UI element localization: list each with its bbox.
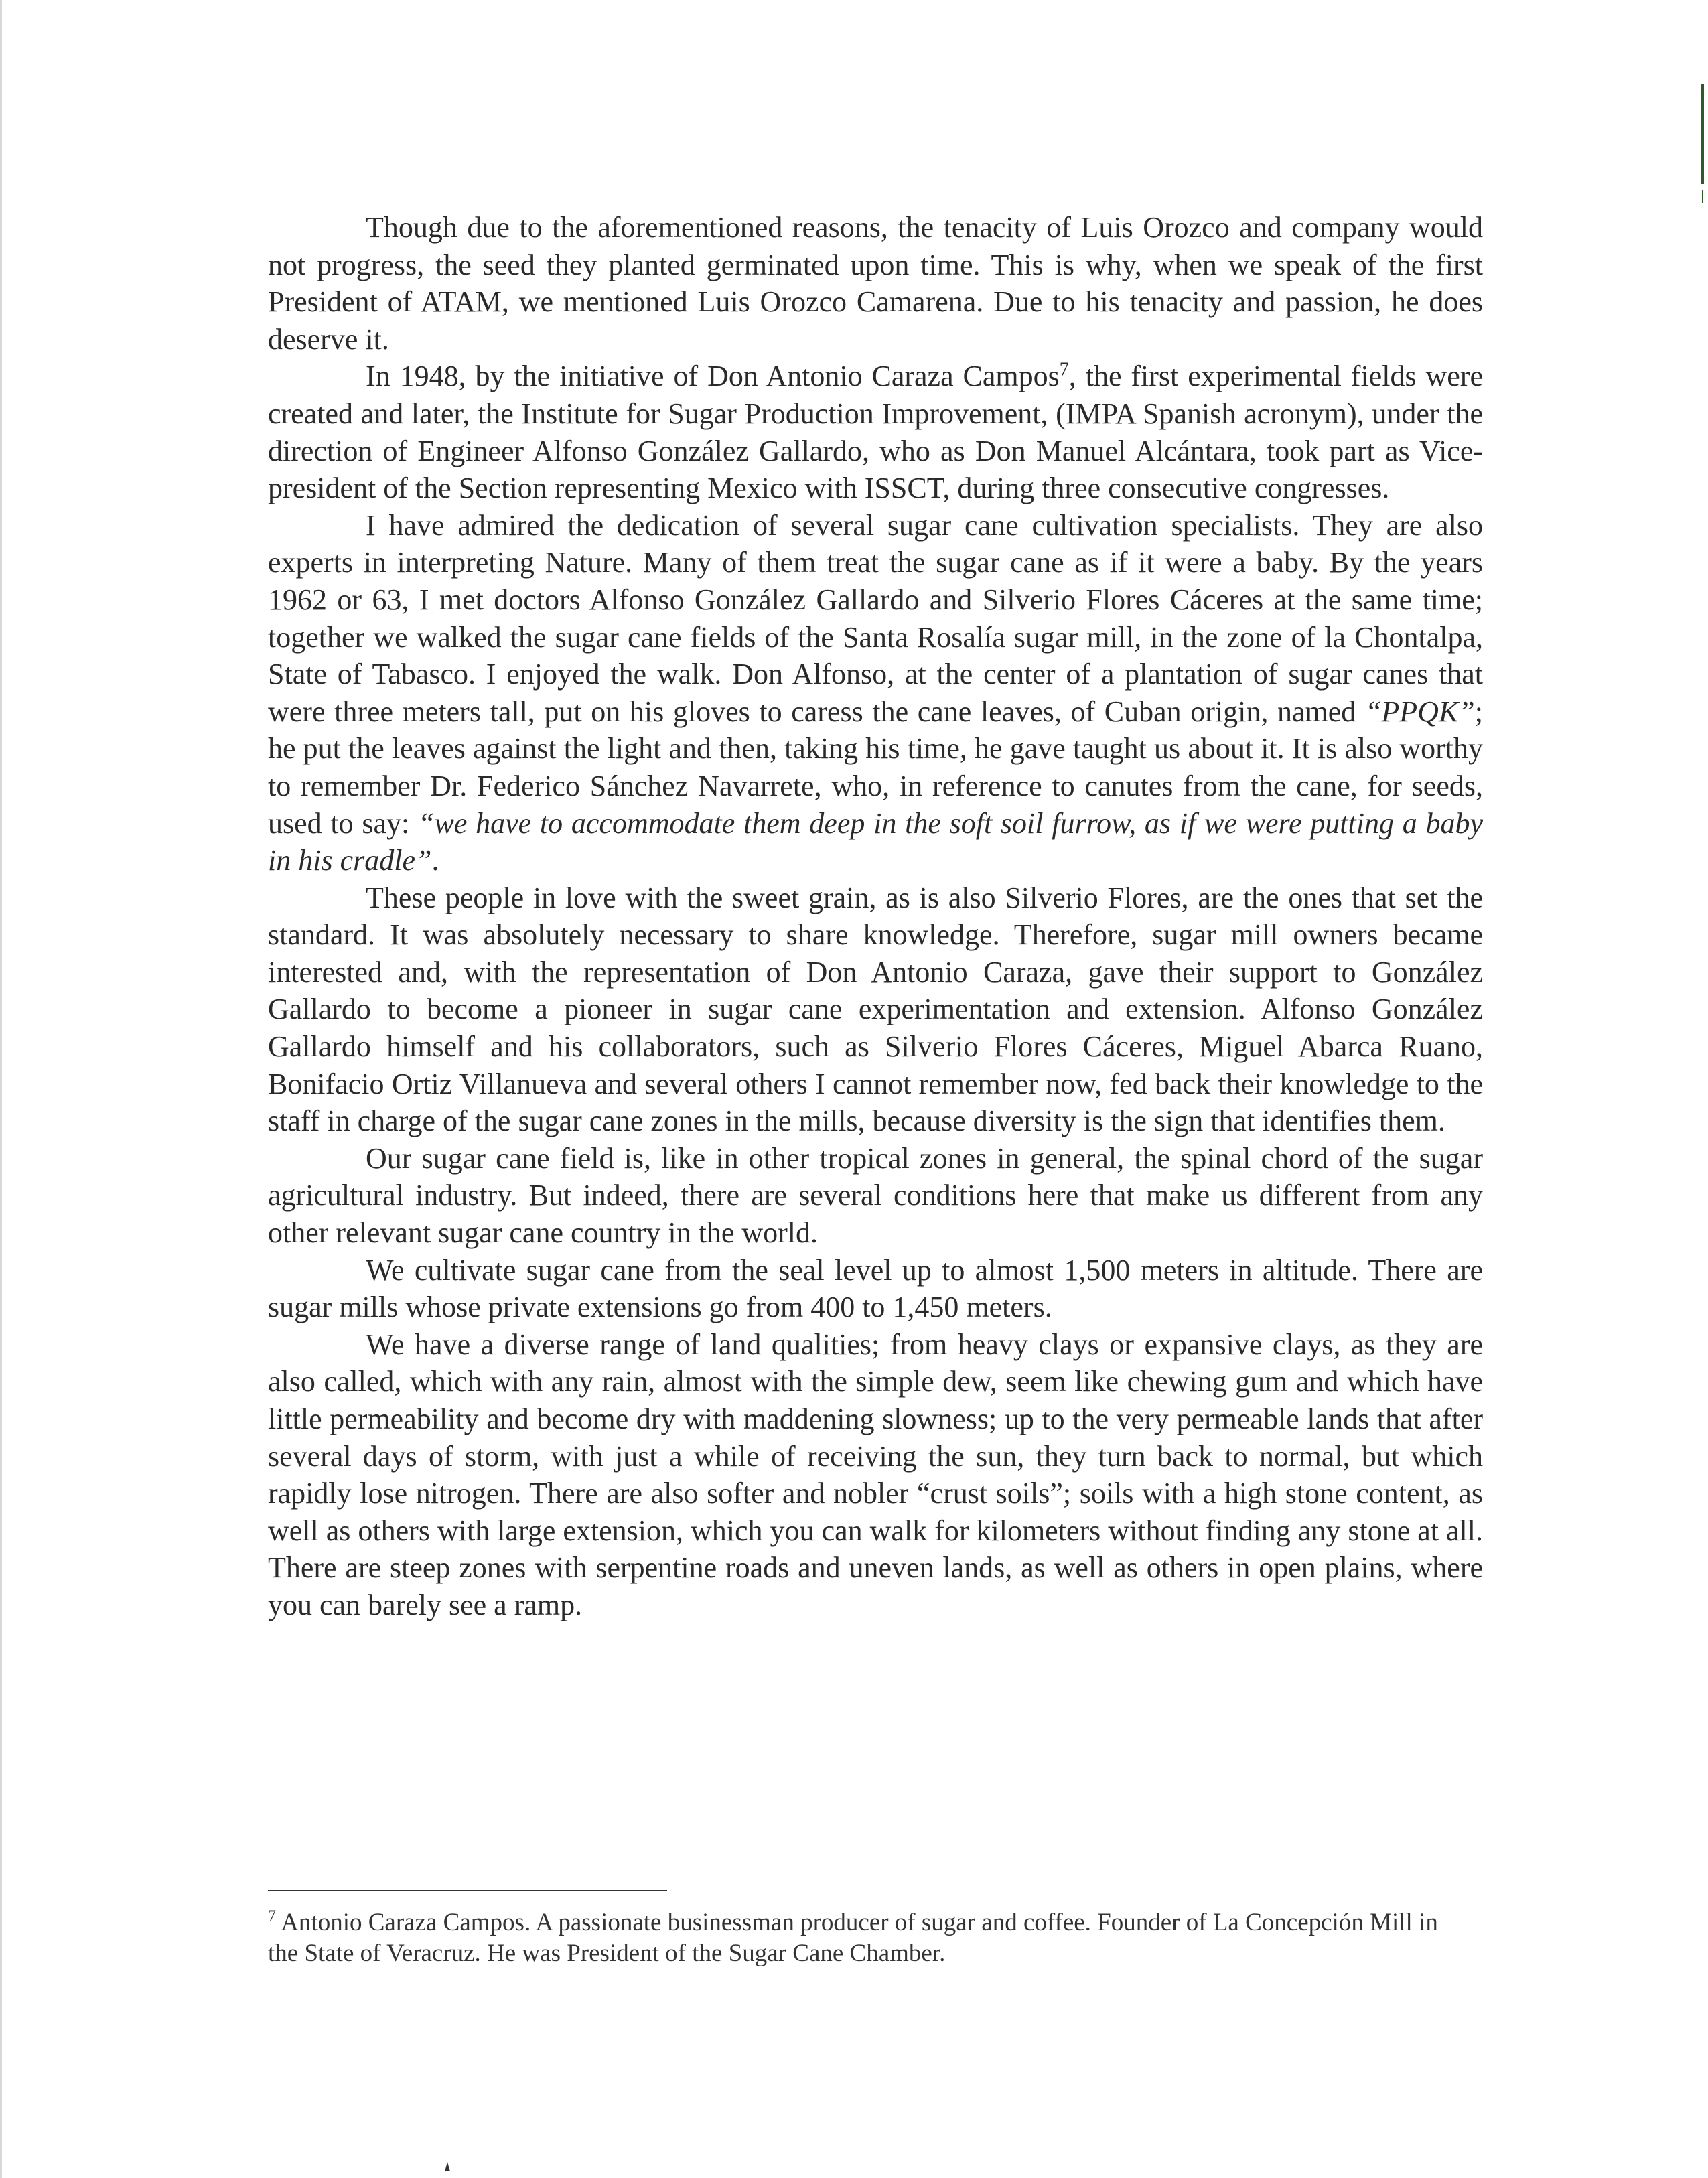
footnote-reference[interactable]: 7 [1059, 359, 1069, 380]
paragraph-3-text-b: ; he put the leaves against the light and then, taking his time, he gave taught us about it. It is also worthy to remember Dr. Federico Sánchez Navarrete, who, in reference to canutes from the cane, for seeds, used to say: [268, 695, 1483, 840]
cane-variety-name: “PPQK” [1364, 695, 1475, 728]
paragraph-5: Our sugar cane field is, like in other tropical zones in general, the spinal chord of the sugar agricultural industry. But indeed, there are several conditions here that make us different from any other relevant sugar cane country in the world. [268, 1141, 1483, 1250]
paragraph-3 [268, 507, 1483, 879]
paragraph-2-text-b: , the first experimental fields were created and later, the Institute for Sugar Production Improvement, (IMPA Spanish acronym), under the direction of Engineer Alfonso González Gallardo, who as Don Manuel Alcántara, took part as Vice-president of the Section representing Mexico with ISSCT, during three consecutive congresses. [268, 360, 1483, 505]
page-mark-bottom [445, 2162, 450, 2171]
footnote-text: Antonio Caraza Campos. A passionate businessman producer of sugar and coffee. Founder of La Concepción Mill in the State of Veracruz. He was President of the Sugar Cane Chamber. [268, 1909, 1438, 1967]
paragraph-3-text-c: . [431, 844, 439, 877]
paragraph-6: We cultivate sugar cane from the seal level up to almost 1,500 meters in altitude. There are sugar mills whose private extensions go from 400 to 1,450 meters. [268, 1253, 1483, 1324]
footnote [268, 1907, 1447, 1969]
binding-mark-small [1702, 190, 1703, 203]
quotation: “we have to accommodate them deep in the soft soil furrow, as if we were putting a baby in his cradle” [268, 806, 1483, 877]
paragraph-7: We have a diverse range of land qualities; from heavy clays or expansive clays, as they are also called, which with any rain, almost with the simple dew, seem like chewing gum and which have little permeability and become dry with maddening slowness; up to the very permeable lands that after several days of storm, with just a while of receiving the sun, they turn back to normal, but which rapidly lose nitrogen. There are also softer and nobler “crust soils”; soils with a high stone content, as well as others with large extension, which you can walk for kilometers without finding any stone at all. There are steep zones with serpentine roads and uneven lands, as well as others in open plains, where you can barely see a ramp. [268, 1327, 1483, 1621]
page-edge [0, 0, 2, 2178]
paragraph-2-text-a: In 1948, by the initiative of Don Antonio Caraza Campos [366, 360, 1060, 393]
paragraph-1: Though due to the aforementioned reasons, the tenacity of Luis Orozco and company would not progress, the seed they planted germinated upon time. This is why, when we speak of the first President of ATAM, we mentioned Luis Orozco Camarena. Due to his tenacity and passion, he does deserve it. [268, 211, 1483, 356]
paragraph-2 [268, 358, 1483, 506]
footnote-divider [268, 1890, 667, 1891]
binding-mark [1701, 84, 1704, 184]
footnote-number: 7 [268, 1907, 276, 1926]
paragraph-3-text-a: I have admired the dedication of several sugar cane cultivation specialists. They are also experts in interpreting Nature. Many of them treat the sugar cane as if it were a baby. By the years 1962 or 63, I met doctors Alfonso González Gallardo and Silverio Flores Cáceres at the same time; together we walked the sugar cane fields of the Santa Rosalía sugar mill, in the zone of la Chontalpa, State of Tabasco. I enjoyed the walk. Don Alfonso, at the center of a plantation of sugar canes that were three meters tall, put on his gloves to caress the cane leaves, of Cuban origin, named [268, 508, 1483, 728]
paragraph-4: These people in love with the sweet grain, as is also Silverio Flores, are the ones that set the standard. It was absolutely necessary to share knowledge. Therefore, sugar mill owners became interested and, with the representation of Don Antonio Caraza, gave their support to González Gallardo to become a pioneer in sugar cane experimentation and extension. Alfonso González Gallardo himself and his collaborators, such as Silverio Flores Cáceres, Miguel Abarca Ruano, Bonifacio Ortiz Villanueva and several others I cannot remember now, fed back their knowledge to the staff in charge of the sugar cane zones in the mills, because diversity is the sign that identifies them. [268, 881, 1483, 1138]
body-text [268, 209, 1483, 1624]
